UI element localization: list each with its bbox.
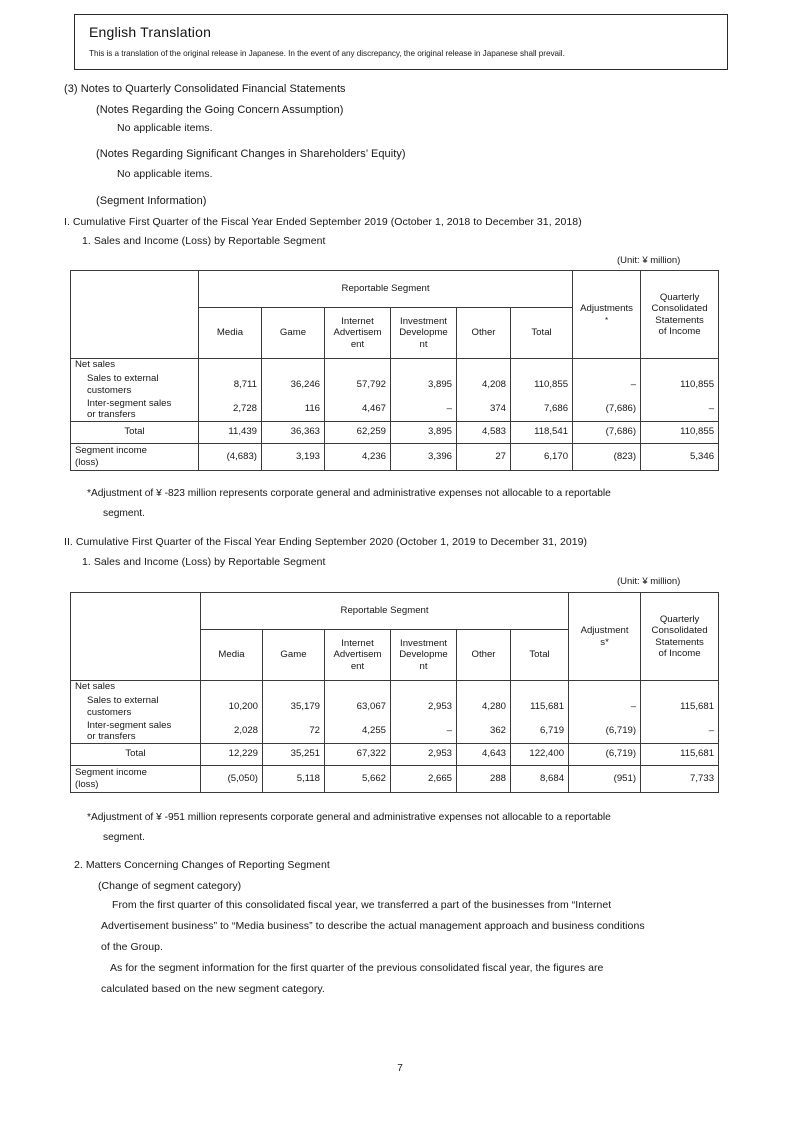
table1-consolidated-line2: Consolidated <box>651 303 708 315</box>
table2-consolidated-line2: Consolidated <box>651 625 708 637</box>
table2-external-l2: customers <box>87 706 132 718</box>
table1-total-label: Total <box>71 421 199 443</box>
table1-row-total <box>71 421 719 443</box>
table1-segment-income-l2: (loss) <box>75 456 99 468</box>
table1-col-investment-l3: nt <box>419 338 428 350</box>
table2-intersegment-l1: Inter-segment sales <box>87 719 172 731</box>
table2-cell: – <box>391 718 457 743</box>
table1-consolidated-line4: of Income <box>658 325 701 337</box>
table1-cell <box>511 359 573 374</box>
table1-cell: 5,346 <box>641 443 719 470</box>
table2-consolidated-line4: of Income <box>658 647 701 659</box>
table1-cell: 4,467 <box>325 396 391 421</box>
table2-cell: 35,251 <box>263 743 325 765</box>
table2-header-row-1 <box>71 593 719 630</box>
table1-col-total: Total <box>511 308 573 359</box>
table1-intersegment-l2: or transfers <box>87 409 136 421</box>
table1-cell <box>199 359 262 374</box>
table2-cell: (951) <box>569 765 641 792</box>
table2-net-sales-label: Net sales <box>75 681 115 692</box>
table2-row-total <box>71 743 719 765</box>
table2-cell: 4,255 <box>325 718 391 743</box>
table1-cell <box>573 359 641 374</box>
table2-cell: 2,665 <box>391 765 457 792</box>
table-segment-fy2019 <box>70 270 719 471</box>
changes-para1-line2: Advertisement business” to “Media business” to describe the actual management approach and business conditions <box>101 920 645 932</box>
table2-row-segment-income <box>71 765 719 792</box>
table1-cell: 36,363 <box>262 421 325 443</box>
table2-cell <box>263 681 325 696</box>
table2-cell: 362 <box>457 718 511 743</box>
table2-cell: 6,719 <box>511 718 569 743</box>
section-heading: (3) Notes to Quarterly Consolidated Financial Statements <box>64 83 346 95</box>
table1-col-investment-development <box>391 308 457 359</box>
table1-adjustments-header <box>573 271 641 359</box>
table1-adjustments-label: Adjustments <box>580 303 633 315</box>
table2-cell: (6,719) <box>569 718 641 743</box>
table2-row-net-sales <box>71 681 719 696</box>
table1-corner-cell <box>71 271 199 359</box>
changes-para1-line3: of the Group. <box>101 941 163 953</box>
table1-col-internet-l3: ent <box>350 338 365 350</box>
table2-adjustments-l2: s* <box>600 636 609 648</box>
table1-segment-income-label-cell <box>71 443 199 470</box>
table1-cell: 110,855 <box>641 421 719 443</box>
part1-heading: I. Cumulative First Quarter of the Fiscal Year Ended September 2019 (October 1, 2018 to December 31, 2018) <box>64 216 582 228</box>
table1-cell: – <box>641 396 719 421</box>
changes-para2-line2: calculated based on the new segment category. <box>101 983 325 995</box>
table1-cell: 3,895 <box>391 373 457 396</box>
table2-cell: 115,681 <box>511 695 569 718</box>
table2-cell: 7,733 <box>641 765 719 792</box>
table1-net-sales-label: Net sales <box>75 359 115 370</box>
table2-cell: (5,050) <box>201 765 263 792</box>
table1-consolidated-line1: Quarterly <box>659 291 700 303</box>
table1-col-internet-l1: Internet <box>341 316 374 328</box>
table1-cell: – <box>391 396 457 421</box>
table2-net-sales-label-cell <box>71 681 201 744</box>
table1-cell: 2,728 <box>199 396 262 421</box>
table1-cell: (7,686) <box>573 421 641 443</box>
table2-segment-income-label-cell <box>71 765 201 792</box>
table1-cell: 8,711 <box>199 373 262 396</box>
table2-cell <box>569 681 641 696</box>
table2-intersegment-l2: or transfers <box>87 731 136 743</box>
table2-adjustments-l1: Adjustment <box>580 625 629 637</box>
table2-footnote-line2: segment. <box>103 832 145 843</box>
table2-col-media: Media <box>201 630 263 681</box>
table2-col-game: Game <box>263 630 325 681</box>
table2-col-internet-advertisement <box>325 630 391 681</box>
table1-net-sales-label-cell <box>71 359 199 422</box>
table1-cell: 110,855 <box>511 373 573 396</box>
table1-cell: 3,396 <box>391 443 457 470</box>
table1-col-media: Media <box>199 308 262 359</box>
table1-intersegment-l1: Inter-segment sales <box>87 397 172 409</box>
part1-subheading: 1. Sales and Income (Loss) by Reportable Segment <box>82 235 326 247</box>
table1-col-internet-advertisement <box>325 308 391 359</box>
table1-col-investment-l1: Investment <box>400 316 447 328</box>
table1-consolidated-line3: Statements <box>655 314 704 326</box>
table2-cell: – <box>569 695 641 718</box>
table2-consolidated-line3: Statements <box>655 636 704 648</box>
table2-segment-income-l2: (loss) <box>75 778 99 790</box>
table1-cell <box>391 359 457 374</box>
table1-cell <box>641 359 719 374</box>
table1-col-other: Other <box>457 308 511 359</box>
table2-footnote-line1: *Adjustment of ¥ -951 million represents corporate general and administrative expenses not allocable to a reportable <box>87 812 611 823</box>
table2-col-investment-l1: Investment <box>400 638 447 650</box>
table2-col-internet-l2: Advertisem <box>333 649 382 661</box>
part2-heading: II. Cumulative First Quarter of the Fiscal Year Ending September 2020 (October 1, 2019 to December 31, 2019) <box>64 536 588 548</box>
table1-col-internet-l2: Advertisem <box>333 327 382 339</box>
table1-cell: 27 <box>457 443 511 470</box>
table1-header-row-1 <box>71 271 719 308</box>
english-translation-notice <box>74 14 728 70</box>
table1-cell: (823) <box>573 443 641 470</box>
table2-cell <box>391 681 457 696</box>
changes-subheading: (Change of segment category) <box>98 880 242 892</box>
table1-cell: 7,686 <box>511 396 573 421</box>
table2-cell: 72 <box>263 718 325 743</box>
table2-consolidated-header <box>641 593 719 681</box>
table1-row-segment-income <box>71 443 719 470</box>
table2-cell: 35,179 <box>263 695 325 718</box>
table2-col-other: Other <box>457 630 511 681</box>
table1-cell: 4,208 <box>457 373 511 396</box>
table1-cell: 57,792 <box>325 373 391 396</box>
table2-cell: 115,681 <box>641 743 719 765</box>
part2-subheading: 1. Sales and Income (Loss) by Reportable Segment <box>82 556 326 568</box>
table2-cell <box>457 681 511 696</box>
changes-heading: 2. Matters Concerning Changes of Reporting Segment <box>74 859 330 871</box>
table2-col-investment-development <box>391 630 457 681</box>
table2-col-investment-l2: Developme <box>399 649 448 661</box>
equity-changes-heading: (Notes Regarding Significant Changes in Shareholders’ Equity) <box>96 148 406 160</box>
table1-cell: (4,683) <box>199 443 262 470</box>
page-number: 7 <box>397 1063 403 1074</box>
table2-cell: 2,953 <box>391 695 457 718</box>
table1-cell: 3,895 <box>391 421 457 443</box>
table2-cell: 122,400 <box>511 743 569 765</box>
table2-cell <box>325 681 391 696</box>
table2-consolidated-line1: Quarterly <box>659 613 700 625</box>
table1-cell <box>325 359 391 374</box>
table1-footnote-line2: segment. <box>103 508 145 519</box>
table2-cell: 5,662 <box>325 765 391 792</box>
table1-col-game: Game <box>262 308 325 359</box>
table1-cell: – <box>573 373 641 396</box>
table1-cell <box>262 359 325 374</box>
table1-group-header: Reportable Segment <box>199 271 573 308</box>
table1-row-net-sales <box>71 359 719 374</box>
table2-cell: 8,684 <box>511 765 569 792</box>
table1-cell: 62,259 <box>325 421 391 443</box>
table1-cell: 116 <box>262 396 325 421</box>
table2-cell: 67,322 <box>325 743 391 765</box>
table2-cell: 2,953 <box>391 743 457 765</box>
table2-adjustments-header <box>569 593 641 681</box>
table2-cell: 10,200 <box>201 695 263 718</box>
notice-subtitle: This is a translation of the original release in Japanese. In the event of any discrepancy, the original release in Japanese shall prevail. <box>89 49 565 58</box>
table2-unit-label: (Unit: ¥ million) <box>617 576 681 587</box>
changes-para2-line1: As for the segment information for the first quarter of the previous consolidated fiscal year, the figures are <box>110 962 604 974</box>
table1-cell: 374 <box>457 396 511 421</box>
table1-cell: 110,855 <box>641 373 719 396</box>
table2-cell: 12,229 <box>201 743 263 765</box>
table2-cell <box>201 681 263 696</box>
table1-external-l2: customers <box>87 384 132 396</box>
notice-title: English Translation <box>89 24 212 40</box>
table1-adjustments-mark: * <box>605 315 609 325</box>
table2-cell: 115,681 <box>641 695 719 718</box>
table2-cell <box>511 681 569 696</box>
table1-cell <box>457 359 511 374</box>
table1-unit-label: (Unit: ¥ million) <box>617 255 681 266</box>
table2-cell: 4,643 <box>457 743 511 765</box>
table2-col-internet-l3: ent <box>350 660 365 672</box>
table2-cell: 2,028 <box>201 718 263 743</box>
table-segment-fy2020 <box>70 592 719 793</box>
table1-cell: 118,541 <box>511 421 573 443</box>
changes-para1-line1: From the first quarter of this consolidated fiscal year, we transferred a part of the businesses from “Internet <box>112 899 612 911</box>
table1-cell: (7,686) <box>573 396 641 421</box>
table2-col-investment-l3: nt <box>419 660 428 672</box>
table2-cell <box>641 681 719 696</box>
table1-cell: 3,193 <box>262 443 325 470</box>
table1-cell: 6,170 <box>511 443 573 470</box>
equity-changes-text: No applicable items. <box>117 168 213 180</box>
table1-external-l1: Sales to external <box>87 373 159 385</box>
table2-cell: 4,280 <box>457 695 511 718</box>
table1-col-investment-l2: Developme <box>399 327 448 339</box>
table2-col-internet-l1: Internet <box>341 638 374 650</box>
table1-cell: 36,246 <box>262 373 325 396</box>
going-concern-heading: (Notes Regarding the Going Concern Assumption) <box>96 104 344 116</box>
going-concern-text: No applicable items. <box>117 122 213 134</box>
table2-external-l1: Sales to external <box>87 695 159 707</box>
table1-footnote-line1: *Adjustment of ¥ -823 million represents corporate general and administrative expenses not allocable to a reportable <box>87 488 611 499</box>
table1-consolidated-header <box>641 271 719 359</box>
table2-corner-cell <box>71 593 201 681</box>
table2-col-total: Total <box>511 630 569 681</box>
table1-segment-income-l1: Segment income <box>75 445 147 457</box>
table1-cell: 4,583 <box>457 421 511 443</box>
table2-cell: – <box>641 718 719 743</box>
table1-cell: 11,439 <box>199 421 262 443</box>
table2-cell: 5,118 <box>263 765 325 792</box>
segment-information-heading: (Segment Information) <box>96 195 207 207</box>
table1-cell: 4,236 <box>325 443 391 470</box>
table2-total-label: Total <box>71 743 201 765</box>
table2-cell: 288 <box>457 765 511 792</box>
table2-cell: 63,067 <box>325 695 391 718</box>
table2-cell: (6,719) <box>569 743 641 765</box>
table2-segment-income-l1: Segment income <box>75 767 147 779</box>
table2-group-header: Reportable Segment <box>201 593 569 630</box>
